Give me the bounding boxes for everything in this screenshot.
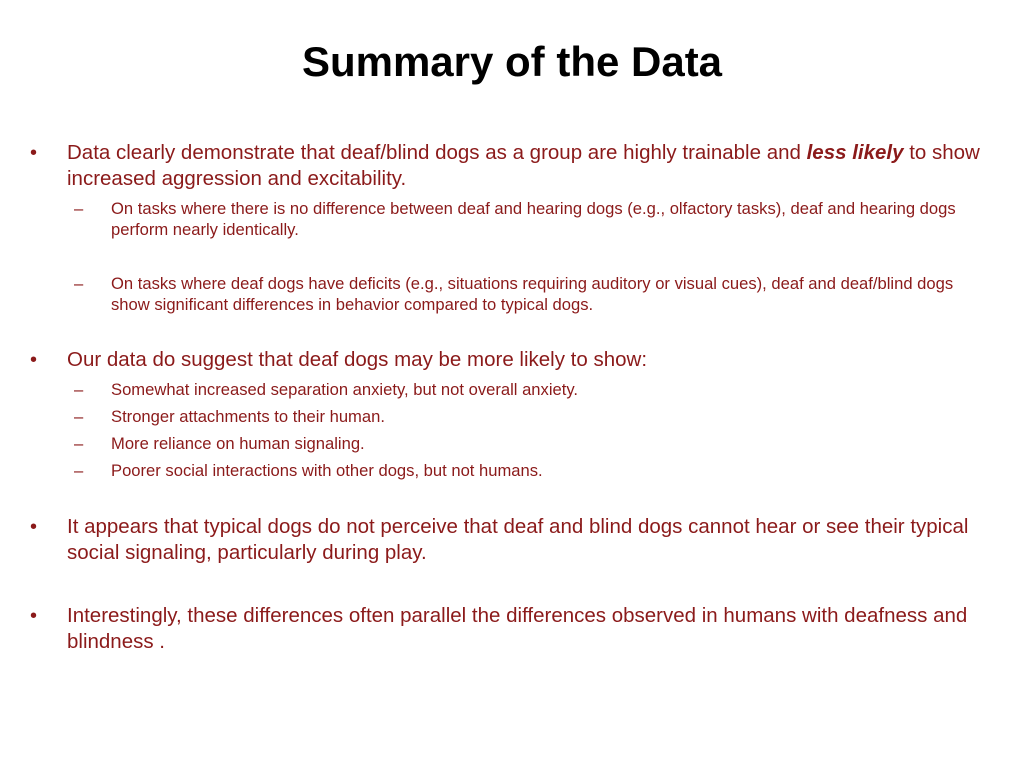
slide-title: Summary of the Data — [301, 38, 723, 85]
dash-marker: – — [74, 380, 84, 399]
dash-marker: – — [74, 434, 84, 453]
bullet-1-sub-2-text: On tasks where deaf dogs have deficits (e.g., situations requiring auditory or visual cues), deaf and deaf/blind dogs show significant differences in behavior compared to typical dogs. — [111, 274, 954, 314]
bullet-2-sub-4-text: Poorer social interactions with other dogs, but not humans. — [111, 461, 543, 480]
bullet-marker: • — [30, 605, 38, 627]
bullet-4-text: Interestingly, these differences often parallel the differences observed in humans with deafness and blindness . — [67, 604, 968, 653]
bullet-2-text: Our data do suggest that deaf dogs may be more likely to show: — [67, 348, 648, 371]
dash-marker: – — [74, 461, 84, 480]
bullet-2-sub-3-text: More reliance on human signaling. — [111, 434, 365, 453]
bullet-marker: • — [30, 349, 38, 371]
bullet-1-emphasis: less likely — [806, 141, 904, 164]
bullet-marker: • — [30, 142, 38, 164]
bullet-2 — [30, 347, 990, 373]
bullet-2-sub-2-text: Stronger attachments to their human. — [111, 407, 385, 426]
bullet-2-sub-4 — [30, 460, 990, 481]
bullet-1-text-after: to show increased aggression and excitability. — [67, 141, 980, 190]
bullet-2-sub-1 — [30, 379, 990, 400]
bullet-2-sub-1-text: Somewhat increased separation anxiety, but not overall anxiety. — [111, 380, 579, 399]
bullet-4 — [30, 603, 990, 655]
bullet-marker: • — [30, 516, 38, 538]
dash-marker: – — [74, 407, 84, 426]
bullet-3 — [30, 514, 990, 566]
dash-marker: – — [74, 199, 84, 218]
dash-marker: – — [74, 274, 84, 293]
bullet-2-sub-2 — [30, 406, 990, 427]
bullet-1-sub-1 — [30, 198, 990, 240]
bullet-1-sub-2 — [30, 273, 990, 315]
slide-content — [30, 140, 990, 655]
bullet-1-sub-1-text: On tasks where there is no difference between deaf and hearing dogs (e.g., olfactory tasks), deaf and hearing dogs perform nearly identically. — [111, 199, 956, 239]
bullet-1 — [30, 140, 990, 192]
bullet-2-sub-3 — [30, 433, 990, 454]
bullet-1-text-before: Data clearly demonstrate that deaf/blind dogs as a group are highly trainable and — [67, 141, 807, 164]
bullet-3-text: It appears that typical dogs do not perceive that deaf and blind dogs cannot hear or see their typical social signaling, particularly during play. — [67, 515, 969, 564]
